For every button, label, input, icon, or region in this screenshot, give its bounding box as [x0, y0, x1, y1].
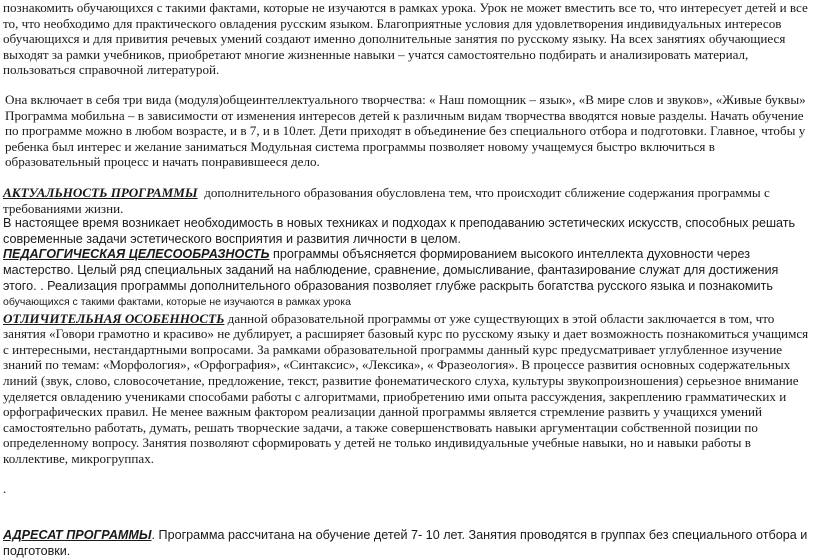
relevance-heading: АКТУАЛЬНОСТЬ ПРОГРАММЫ: [3, 184, 198, 200]
relevance-text: дополнительного образования обусловлена тем, что происходит сближение содержания программы с требованиями жизни.: [3, 184, 770, 216]
pedagogy-small-text: обучающихся с такими фактами, которые не изучаются в рамках урока: [3, 296, 351, 309]
modules-paragraph: Она включает в себя три вида (модуля)общеинтеллектуального творчества: « Наш помощник – язык», «В мире слов и звуков», «Живые буквы» Программа мобильна – в зависимости от изменения интересов детей к различным видам творчества вводятся новые разделы. Начать обучение по программе можно в любом возрасте, и в 7, и в 10лет. Дети приходят в объединение без специального отбора и подготовки. Главное, чтобы у ребенка был интерес и желание заниматься Модульная система программы позволяет новому учащемуся быстро включиться в образовательный процесс и начать понравившееся дело.: [5, 91, 806, 170]
audience-paragraph: [3, 528, 813, 559]
pedagogy-paragraph: [3, 247, 813, 310]
pedagogy-text: программы объясняется формированием высокого интеллекта духовности через мастерство. Целый ряд специальных заданий на наблюдение, сравнение, домысливание, фантазирование служат для достижения этого. . Реализация программы дополнительного образования позволяет глубже раскрыть богатства русского языка и познакомить: [3, 247, 779, 293]
audience-heading: АДРЕСАТ ПРОГРАММЫ: [3, 528, 152, 543]
relevance-paragraph-2: В настоящее время возникает необходимость в новых техниках и подходах к преподаванию эстетических искусств, способных решать современные задачи эстетического восприятия и развития личности в целом.: [3, 216, 796, 246]
dot-line: .: [3, 480, 7, 496]
audience-text: . Программа рассчитана на обучение детей 7- 10 лет. Занятия проводятся в группах без специального отбора и подготовки.: [3, 528, 808, 558]
pedagogy-heading: ПЕДАГОГИЧЕСКАЯ ЦЕЛЕСООБРАЗНОСТЬ: [3, 247, 270, 262]
distinction-paragraph: [3, 311, 813, 467]
distinction-text: данной образовательной программы от уже существующих в этой области заключается в том, что занятия «Говори грамотно и красиво» не дублирует, а расширяет базовый курс по русскому языку и дает возможность познакомиться учащимся с интересными, нестандартными вопросами. За рамками образовательной программы данный курс предусматривает углубленное изучение знаний по темам: «Морфология», «Орфография», «Синтаксис», «Лексика», « Фразеология». В процессе развития основных содержательных линий (звук, слово, словосочетание, предложение, текст, развитие фонематического слуха, культуры звукопроизношения) серьезное внимание уделяется овладению учениками способами работы с алгоритмами, приобретению ими опыта рассуждения, закреплению грамматических и орфографических правил. Не менее важным фактором реализации данной программы является стремление развить у учащихся умений самостоятельно работать, думать, решать творческие задачи, а также совершенствовать навыки аргументации собственной позиции по определенному вопросу. Занятия позволяют сформировать у детей не только индивидуальные учебные навыки, но и навыки работы в коллективе, микрогруппах.: [3, 310, 809, 467]
intro-paragraph: познакомить обучающихся с такими фактами, которые не изучаются в рамках урока. Урок не может вместить все то, что интересует детей и все то, что необходимо для практического овладения русским языком. Благоприятные условия для удовлетворения индивидуальных интересов обучающихся и для привития речевых умений создают именно дополнительные занятия по русскому языку. На всех занятиях обучающиеся выходят за рамки учебников, приобретают многие жизненные навыки – учатся самостоятельно подбирать и анализировать материал, пользоваться справочной литературой.: [3, 0, 808, 78]
distinction-heading: ОТЛИЧИТЕЛЬНАЯ ОСОБЕННОСТЬ: [3, 310, 225, 326]
relevance-paragraph: [3, 185, 813, 216]
